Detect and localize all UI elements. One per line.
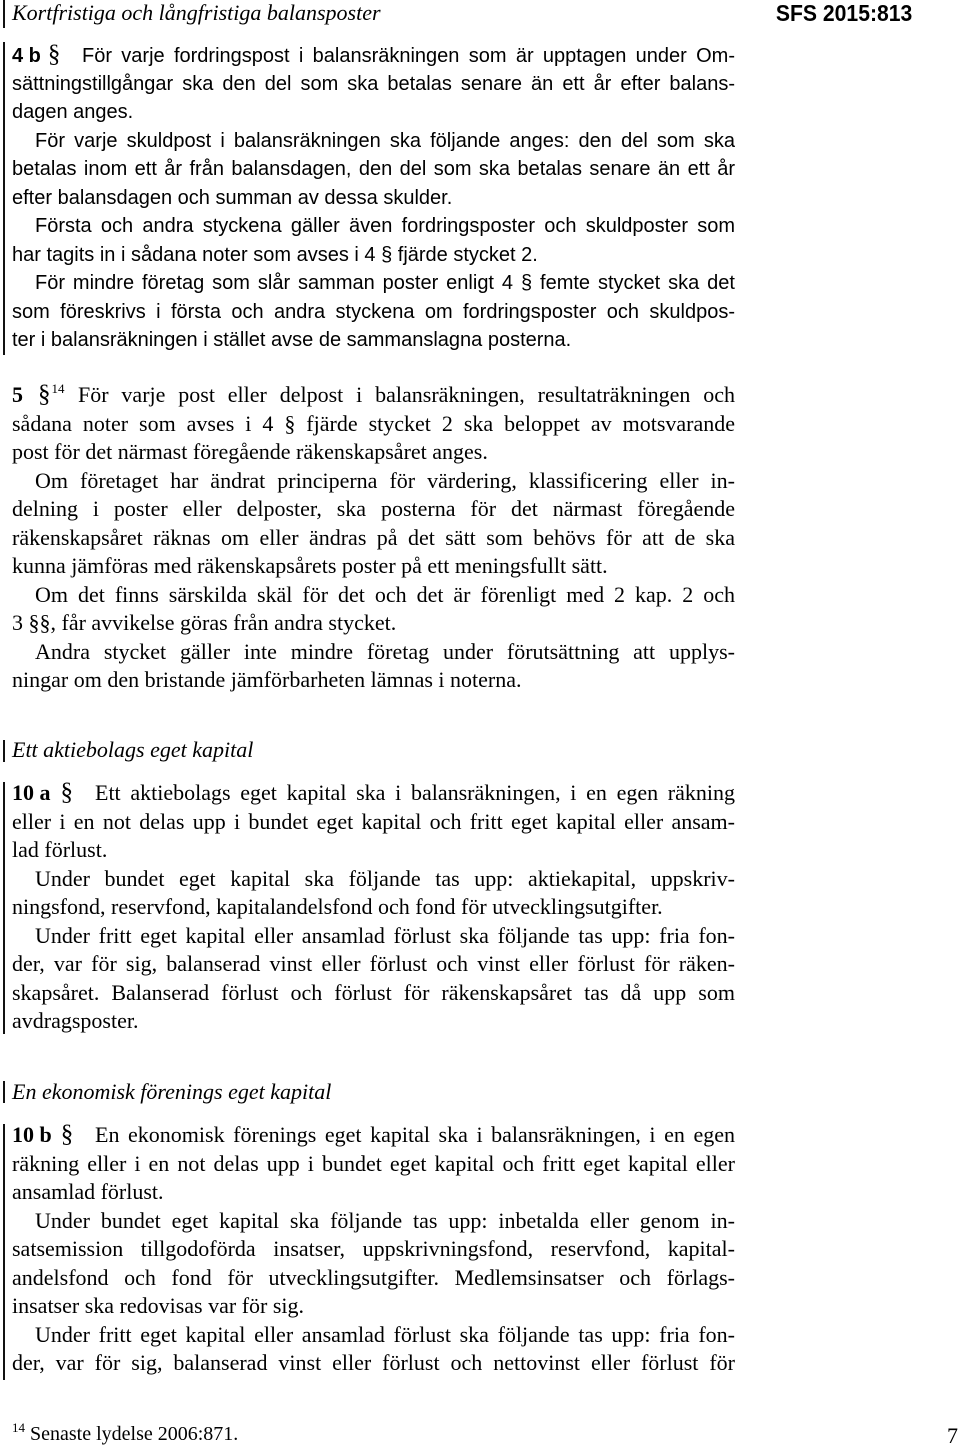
- text-line: som föreskrivs i första och andra styckena om fordringsposter och skuldpos-: [12, 300, 735, 323]
- subheading: En ekonomisk förenings eget kapital: [12, 1079, 332, 1104]
- text-line: avdragsposter.: [12, 1008, 139, 1033]
- paragraph: [12, 581, 735, 638]
- text-line: För mindre företag som slår samman poster enligt 4 § femte stycket ska det: [35, 272, 735, 294]
- change-bar: [3, 42, 5, 355]
- text-line: sättningstillgångar ska den del som ska betalas senare än ett år efter balans-: [12, 72, 735, 95]
- footnote-text: Senaste lydelse 2006:871.: [30, 1423, 239, 1445]
- change-bar: [3, 1124, 5, 1380]
- paragraph: [12, 922, 735, 1036]
- text-line: sådana noter som avses i 4 § fjärde stycket 2 ska beloppet av motsvarande: [12, 410, 735, 436]
- paragraph: [12, 1321, 735, 1378]
- paragraph: [12, 779, 735, 865]
- section-label: [12, 1121, 95, 1150]
- text-line: För varje post eller delpost i balansräkningen, resultaträkningen och: [78, 382, 735, 407]
- change-bar: [3, 1081, 5, 1103]
- section-first-line: [12, 779, 735, 808]
- paragraph: [12, 467, 735, 581]
- text-line: ningsfond, reservfond, kapitalandelsfond och fond för utvecklingsutgifter.: [12, 894, 663, 919]
- text-line: En ekonomisk förenings eget kapital ska i balansräkningen, i en egen: [95, 1122, 735, 1147]
- section-label: [12, 381, 78, 413]
- text-line: betalas inom ett år från balansdagen, den del som ska betalas senare än ett år: [12, 158, 735, 180]
- paragraph: [12, 1207, 735, 1321]
- text-line: Andra stycket gäller inte mindre företag under förutsättning att upplys-: [35, 638, 735, 664]
- section-label: [12, 41, 82, 71]
- text-line: har tagits in i sådana noter som avses i 4 § fjärde stycket 2.: [12, 243, 538, 266]
- text-line: Under bundet eget kapital ska följande tas upp: inbetalda eller genom in-: [35, 1207, 735, 1233]
- section-10b: [12, 1121, 735, 1378]
- text-line: ansamlad förlust.: [12, 1179, 164, 1204]
- text-line: ter i balansräkningen i stället avse de sammanslagna posterna.: [12, 329, 572, 351]
- section-first-line: [12, 1121, 735, 1150]
- paragraph: [12, 269, 735, 355]
- text-line: Under fritt eget kapital eller ansamlad förlust ska följande tas upp: fria fon-: [35, 1321, 735, 1347]
- footnote-number: 14: [12, 1420, 25, 1435]
- section-label: [12, 779, 95, 808]
- section-first-line: [12, 41, 735, 70]
- section-first-line: [12, 381, 735, 410]
- section-4b: [12, 41, 735, 355]
- text-line: insatser ska redovisas var för sig.: [12, 1293, 305, 1318]
- footnote: [12, 1420, 238, 1450]
- page-number: 7: [947, 1423, 958, 1448]
- text-line: lad förlust.: [12, 837, 108, 862]
- text-line: Om det finns särskilda skäl för det och det är förenligt med 2 kap. 2 och: [35, 581, 735, 607]
- text-line: För varje skuldpost i balansräkningen ska följande anges: den del som ska: [35, 129, 735, 152]
- text-line: skapsåret. Balanserad förlust och förlust för räkenskapsåret tas då upp som: [12, 979, 735, 1005]
- text-line: dagen anges.: [12, 101, 134, 123]
- text-line: der, var för sig, balanserad vinst eller förlust och vinst eller förlust för räken-: [12, 951, 735, 976]
- section-number: 5: [12, 382, 23, 407]
- section-number: 10 b: [12, 1122, 52, 1147]
- paragraph: [12, 41, 735, 127]
- text-line: 3 §§, får avvikelse göras från andra stycket.: [12, 610, 397, 635]
- text-line: post för det närmast föregående räkenskapsåret anges.: [12, 439, 488, 464]
- section-sign: §: [47, 41, 61, 68]
- text-line: Ett aktiebolags eget kapital ska i balansräkningen, i en egen räkning: [95, 780, 735, 805]
- text-line: andelsfond och fond för utvecklingsutgifter. Medlemsinsatser och förlags-: [12, 1264, 735, 1290]
- text-line: räkning eller i en not delas upp i bundet eget kapital och fritt eget kapital eller: [12, 1150, 735, 1176]
- text-line: räkenskapsåret räknas om eller ändras på det sätt som behövs för att de ska: [12, 524, 735, 550]
- paragraph: [12, 638, 735, 695]
- change-bar: [3, 0, 5, 28]
- subheading: Ett aktiebolags eget kapital: [12, 737, 254, 762]
- text-line: Första och andra styckena gäller även fordringsposter och skuldposter som: [35, 215, 735, 237]
- text-line: eller i en not delas upp i bundet eget kapital och fritt eget kapital eller ansam-: [12, 808, 735, 834]
- paragraph: [12, 865, 735, 922]
- paragraph: [12, 1121, 735, 1207]
- section-sign: §: [38, 381, 51, 408]
- text-line: der, var för sig, balanserad vinst eller förlust och nettovinst eller förlust för: [12, 1350, 735, 1375]
- text-line: delning i poster eller delposter, ska posterna för det närmast föregående: [12, 496, 735, 521]
- text-line: kunna jämföras med räkenskapsårets poster på ett meningsfullt sätt.: [12, 553, 608, 578]
- text-line: För varje fordringspost i balansräkningen som är upptagen under Om-: [82, 45, 735, 67]
- paragraph: [12, 381, 735, 467]
- section-sign: §: [60, 1121, 74, 1148]
- section-5: [12, 381, 735, 695]
- section-sign: §: [60, 779, 73, 806]
- section-number: 10 a: [12, 780, 51, 805]
- text-line: Under bundet eget kapital ska följande tas upp: aktiekapital, uppskriv-: [35, 865, 735, 891]
- change-bar: [3, 782, 5, 1034]
- running-title: Kortfristiga och långfristiga balansposter: [12, 0, 381, 25]
- paragraph: [12, 127, 735, 213]
- text-line: satsemission tillgodoförda insatser, uppskrivningsfond, reservfond, kapital-: [12, 1236, 735, 1261]
- paragraph: [12, 212, 735, 269]
- text-line: Under fritt eget kapital eller ansamlad förlust ska följande tas upp: fria fon-: [35, 922, 735, 948]
- text-line: Om företaget har ändrat principerna för värdering, klassificering eller in-: [35, 467, 735, 493]
- text-line: efter balansdagen och summan av dessa skulder.: [12, 186, 453, 209]
- footnote-reference: 14: [51, 381, 65, 396]
- change-bar: [3, 740, 5, 762]
- sfs-number: SFS 2015:813: [775, 0, 912, 26]
- text-line: ningar om den bristande jämförbarheten lämnas i noterna.: [12, 667, 522, 692]
- section-number: 4 b: [12, 45, 41, 67]
- section-10a: [12, 779, 735, 1036]
